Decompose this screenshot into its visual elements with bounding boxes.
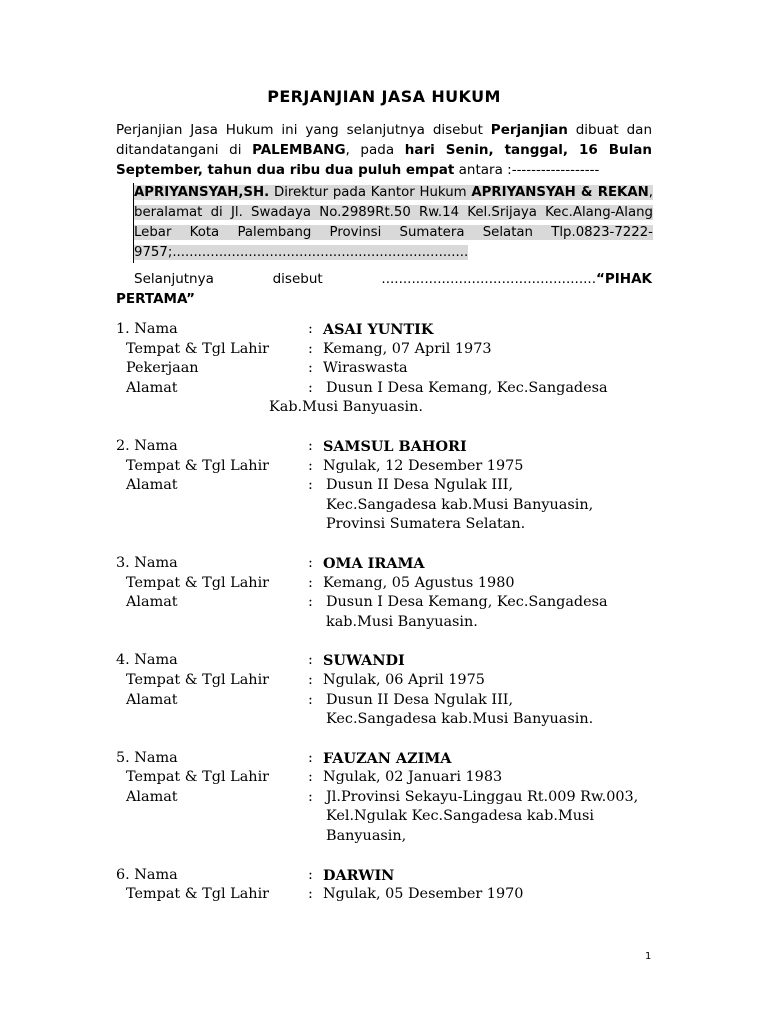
intro-paragraph: [116, 120, 652, 180]
nama-label: . Nama: [125, 749, 178, 766]
party-birth: Ngulak, 02 Januari 1983: [323, 769, 503, 786]
party-address-line: Dusun I Desa Kemang, Kec.Sangadesa: [326, 594, 608, 611]
party-entry: [116, 651, 676, 729]
party-birth: Ngulak, 12 Desember 1975: [323, 457, 524, 474]
document-title: PERJANJIAN JASA HUKUM: [267, 87, 501, 106]
nama-label: . Nama: [125, 554, 178, 571]
intro-bold-2: PALEMBANG: [252, 142, 346, 158]
alamat-label: Alamat: [126, 691, 178, 708]
colon: :: [308, 769, 313, 786]
alamat-label: Alamat: [126, 788, 178, 805]
party-occupation: Wiraswasta: [323, 360, 408, 377]
colon: :: [308, 477, 313, 494]
colon: :: [308, 554, 313, 571]
first-party-text-1: Direktur pada Kantor Hukum: [269, 185, 472, 200]
colon: :: [308, 652, 313, 669]
party-number: 4: [116, 652, 126, 669]
ttl-label: Tempat & Tgl Lahir: [126, 574, 270, 591]
designation-dots: ..................................................: [381, 271, 596, 287]
designation-quote-1: “PIHAK: [596, 271, 652, 287]
party-birth: Ngulak, 06 April 1975: [323, 671, 485, 688]
party-birth: Ngulak, 05 Desember 1970: [323, 886, 524, 903]
party-entry: [116, 554, 676, 632]
party-name: OMA IRAMA: [323, 554, 425, 572]
party-address-line: Kec.Sangadesa kab.Musi Banyuasin,: [326, 496, 594, 513]
colon: :: [308, 886, 313, 903]
first-party-paragraph: [133, 183, 653, 263]
party-address-line: Dusun II Desa Ngulak III,: [326, 477, 514, 494]
ttl-label: Tempat & Tgl Lahir: [126, 457, 270, 474]
party-address-line: Kec.Sangadesa kab.Musi Banyuasin.: [326, 711, 594, 728]
party-number: 5: [116, 749, 126, 766]
designation-quote-2: PERTAMA”: [116, 291, 196, 307]
party-address-line: Kab.Musi Banyuasin.: [269, 399, 423, 416]
colon: :: [308, 788, 313, 805]
party-entry: [116, 866, 676, 905]
ttl-label: Tempat & Tgl Lahir: [126, 671, 270, 688]
colon: :: [308, 437, 313, 454]
party-name: SUWANDI: [323, 652, 405, 670]
page-number: 1: [645, 951, 652, 962]
party-address-line: Dusun I Desa Kemang, Kec.Sangadesa: [326, 379, 608, 396]
party-entry: [116, 320, 676, 418]
party-address-line: Kel.Ngulak Kec.Sangadesa kab.Musi: [326, 808, 594, 825]
colon: :: [308, 866, 313, 883]
party-number: 2: [116, 437, 126, 454]
colon: :: [308, 691, 313, 708]
alamat-label: Alamat: [126, 379, 178, 396]
intro-bold-1: Perjanjian: [490, 122, 568, 138]
designation-word-2: disebut: [272, 271, 323, 287]
nama-label: . Nama: [125, 652, 178, 669]
party-birth: Kemang, 07 April 1973: [323, 340, 492, 357]
colon: :: [308, 574, 313, 591]
colon: :: [308, 321, 313, 337]
party-number: 3: [116, 554, 126, 571]
nama-label: . Nama: [125, 437, 178, 454]
intro-text-2: dibuat dan ditandatangani di: [116, 122, 653, 158]
party-number: 6: [116, 866, 126, 883]
party-name: DARWIN: [323, 866, 395, 884]
party-number: 1: [116, 321, 126, 337]
party-address-line: Banyuasin,: [326, 828, 407, 845]
party-address-line: Dusun II Desa Ngulak III,: [326, 691, 514, 708]
party-address-line: Jl.Provinsi Sekayu-Linggau Rt.009 Rw.003,: [326, 788, 639, 805]
parties-list: [116, 320, 676, 924]
ttl-label: Tempat & Tgl Lahir: [126, 340, 270, 357]
party-address-line: kab.Musi Banyuasin.: [326, 613, 478, 630]
first-party-bold-1: APRIYANSYAH,SH.: [134, 185, 270, 200]
colon: :: [308, 457, 313, 474]
first-party-text-2: , beralamat di Jl. Swadaya No.2989Rt.50 Rw.14 Kel.Srijaya Kec.Alang-Alang Lebar Kota Palembang Provinsi Sumatera Selatan Tlp.0823-7222-9757;......................................................................: [134, 185, 653, 260]
party-birth: Kemang, 05 Agustus 1980: [323, 574, 515, 591]
colon: :: [308, 360, 313, 377]
intro-text-1: Perjanjian Jasa Hukum ini yang selanjutnya disebut: [116, 122, 491, 138]
designation-paragraph: [116, 269, 652, 309]
pekerjaan-label: Pekerjaan: [126, 360, 199, 377]
nama-label: . Nama: [125, 866, 178, 883]
party-entry: [116, 437, 676, 535]
party-address-line: Provinsi Sumatera Selatan.: [326, 516, 526, 533]
nama-label: . Nama: [125, 321, 178, 337]
first-party-bold-2: APRIYANSYAH & REKAN: [471, 185, 649, 200]
designation-word-1: Selanjutnya: [134, 271, 214, 287]
party-name: ASAI YUNTIK: [323, 321, 434, 338]
intro-bold-3: hari Senin, tanggal, 16 Bulan September, tahun dua ribu dua puluh empat: [116, 142, 652, 178]
colon: :: [308, 594, 313, 611]
intro-text-3: , pada: [345, 142, 405, 158]
colon: :: [308, 379, 313, 396]
colon: :: [308, 671, 313, 688]
alamat-label: Alamat: [126, 594, 178, 611]
colon: :: [308, 749, 313, 766]
party-entry: [116, 749, 676, 847]
ttl-label: Tempat & Tgl Lahir: [126, 769, 270, 786]
intro-text-4: antara :------------------: [454, 162, 600, 178]
alamat-label: Alamat: [126, 477, 178, 494]
colon: :: [308, 340, 313, 357]
party-name: SAMSUL BAHORI: [323, 437, 467, 455]
party-name: FAUZAN AZIMA: [323, 749, 452, 767]
ttl-label: Tempat & Tgl Lahir: [126, 886, 270, 903]
